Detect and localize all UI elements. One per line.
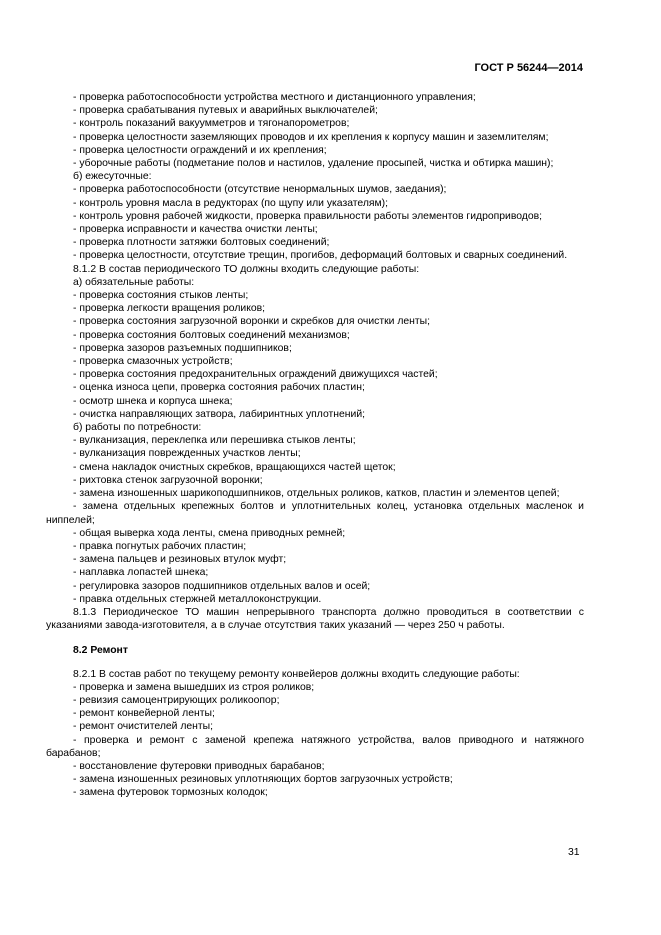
text-line: - проверка срабатывания путевых и аварийных выключателей; [73,105,378,117]
text-line: - проверка целостности заземляющих проводов и их крепления к корпусу машин и заземлителям; [73,131,549,143]
text-line: - рихтовка стенок загрузочной воронки; [73,474,263,486]
text-line: - проверка и ремонт с заменой крепежа натяжного устройства, валов приводного и натяжного барабанов; [46,734,584,759]
text-line: - правка отдельных стержней металлоконструкции. [73,593,322,605]
text-line: - проверка целостности, отсутствие трещин, прогибов, деформаций болтовых и сварных соединений. [73,250,568,262]
text-line: - ремонт конвейерной ленты; [73,708,215,720]
text-line: - смена накладок очистных скребков, вращающихся частей щеток; [73,461,396,473]
text-line: 8.2.1 В состав работ по текущему ремонту конвейеров должны входить следующие работы: [73,668,520,680]
text-line: - уборочные работы (подметание полов и настилов, удаление просыпей, чистка и обтирка машин); [73,158,554,170]
text-line: а) обязательные работы: [73,276,195,288]
text-line: - проверка зазоров разъемных подшипников; [73,342,292,354]
text-line: 8.1.2 В состав периодического ТО должны входить следующие работы: [73,263,420,275]
text-line: - замена изношенных резиновых уплотняющих бортов загрузочных устройств; [73,774,453,786]
text-line: - общая выверка хода ленты, смена приводных ремней; [73,527,346,539]
text-block-repair [46,668,584,800]
text-line: - проверка состояния предохранительных ограждений движущихся частей; [73,369,438,381]
text-line: - контроль уровня масла в редукторах (по щупу или указателям); [73,197,389,209]
text-line: - осмотр шнека и корпуса шнека; [73,395,233,407]
text-line: - проверка работоспособности устройства местного и дистанционного управления; [73,92,476,103]
text-line: - контроль показаний вакуумметров и тягонапорометров; [73,118,350,130]
text-block-maintenance [46,91,584,632]
text-line: - очистка направляющих затвора, лабиринтных уплотнений; [73,408,366,420]
page-body [46,91,584,800]
text-line: - замена футеровок тормозных колодок; [73,787,268,799]
text-line: - проверка состояния болтовых соединений механизмов; [73,329,350,341]
text-line: - вулканизация поврежденных участков ленты; [73,448,301,460]
text-line: - правка погнутых рабочих пластин; [73,540,247,552]
text-line: б) работы по потребности: [73,422,202,434]
text-line: - оценка износа цепи, проверка состояния рабочих пластин; [73,382,365,394]
text-line: - проверка и замена вышедших из строя роликов; [73,681,315,693]
text-line: - ремонт очистителей ленты; [73,721,214,733]
text-line: - восстановление футеровки приводных барабанов; [73,760,325,772]
text-line: - проверка смазочных устройств; [73,356,233,368]
text-line: 8.1.3 Периодическое ТО машин непрерывного транспорта должно проводиться в соответствии с указаниями завода-изготовителя, а в случае отсутствия таких указаний — через 250 ч работы. [46,606,584,632]
text-line: - контроль уровня рабочей жидкости, проверка правильности работы элементов гидроприводов; [73,210,543,222]
text-line: - замена отдельных крепежных болтов и уплотнительных колец, установка отдельных масленок и ниппелей; [46,501,584,526]
text-line: - замена пальцев и резиновых втулок муфт; [73,554,287,566]
text-line: - проверка легкости вращения роликов; [73,303,266,315]
text-line: - проверка исправности и качества очистки ленты; [73,224,318,236]
text-line: - ревизия самоцентрирующих роликоопор; [73,694,280,706]
page-number: 31 [568,847,580,858]
text-line: - проверка плотности затяжки болтовых соединений; [73,237,330,249]
text-line: б) ежесуточные: [73,171,152,183]
text-line: - проверка состояния стыков ленты; [73,290,249,302]
document-number: ГОСТ Р 56244—2014 [474,62,583,74]
text-line: - проверка целостности ограждений и их крепления; [73,144,327,156]
text-line: - замена изношенных шарикоподшипников, отдельных роликов, катков, пластин и элементов цепей; [73,488,560,500]
text-line: - наплавка лопастей шнека; [73,567,209,579]
section-heading: 8.2 Ремонт [73,645,128,657]
text-line: - вулканизация, переклепка или перешивка стыков ленты; [73,435,356,447]
text-line: - проверка работоспособности (отсутствие ненормальных шумов, заедания); [73,184,447,196]
text-line: - проверка состояния загрузочной воронки и скребков для очистки ленты; [73,316,431,328]
text-line: - регулировка зазоров подшипников отдельных валов и осей; [73,580,371,592]
